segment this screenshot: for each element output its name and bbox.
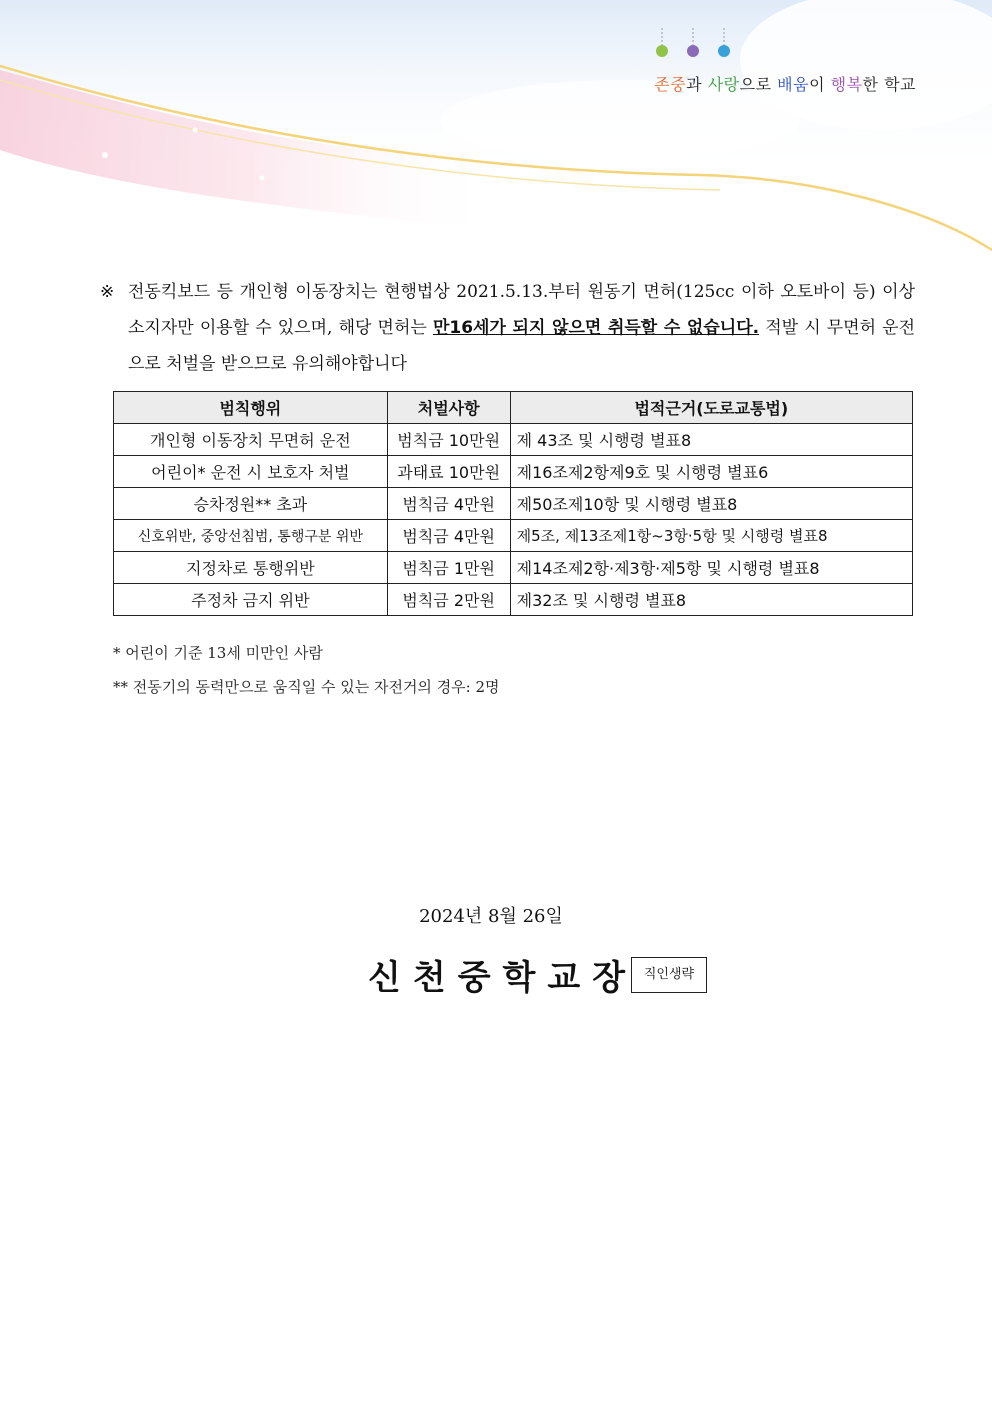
table-row [114,424,913,456]
table-header-row [114,392,913,424]
legal-basis-cell: 제 43조 및 시행령 별표8 [510,424,912,456]
legal-basis-cell: 제14조제2항·제3항·제5항 및 시행령 별표8 [510,552,912,584]
penalty-cell: 과태료 10만원 [387,456,510,488]
violation-cell: 어린이* 운전 시 보호자 처벌 [114,456,388,488]
legal-basis-cell: 제16조제2항제9호 및 시행령 별표6 [510,456,912,488]
table-row [114,456,913,488]
violation-cell: 지정차로 통행위반 [114,552,388,584]
penalty-cell: 범칙금 2만원 [387,584,510,616]
violation-cell: 개인형 이동장치 무면허 운전 [114,424,388,456]
motto-word: 행복 [830,75,863,94]
header-decoration [0,0,992,260]
footnote: ** 전동기의 동력만으로 움직일 수 있는 자전거의 경우: 2명 [113,678,500,696]
violation-cell: 신호위반, 중앙선침범, 통행구분 위반 [114,520,388,552]
penalty-cell: 범칙금 1만원 [387,552,510,584]
penalty-cell: 범칙금 4만원 [387,488,510,520]
motto-word: 과 [686,75,708,94]
column-header: 처벌사항 [387,392,510,424]
table-row [114,584,913,616]
motto-word: 사랑 [707,75,740,94]
violation-cell: 주정차 금지 위반 [114,584,388,616]
motto-word: 존중 [654,75,687,94]
legal-basis-cell: 제32조 및 시행령 별표8 [510,584,912,616]
column-header: 법적근거(도로교통법) [510,392,912,424]
legal-basis-cell: 제5조, 제13조제1항~3항·5항 및 시행령 별표8 [510,520,912,552]
footnote: * 어린이 기준 13세 미만인 사람 [113,644,323,662]
reference-mark: ※ [100,282,115,302]
notice-emphasis: 만16세가 되지 않으면 취득할 수 없습니다. [432,318,760,338]
school-motto [654,72,916,95]
table-row [114,552,913,584]
motto-word: 으로 [739,75,778,94]
table-row [114,520,913,552]
column-header: 범칙행위 [114,392,388,424]
seal-omitted-box: 직인생략 [631,957,707,993]
notice-paragraph [100,274,915,382]
penalty-table [113,391,913,616]
notice-text: 전동킥보드 등 개인형 이동장치는 현행법상 2021.5.13.부터 원동기 면허(125cc 이하 오토바이 등) 이상 소지자만 이용할 수 있으며, 해당 면허는 [128,282,915,338]
principal-signature: 신천중학교장 [368,958,638,998]
notice-text-after: 적발 시 무면허 운전으로 처벌을 받으므로 유의해야합니다 [128,318,916,374]
penalty-cell: 범칙금 4만원 [387,520,510,552]
motto-word: 배움 [777,75,810,94]
table-row [114,488,913,520]
violation-cell: 승차정원** 초과 [114,488,388,520]
document-date: 2024년 8월 26일 [419,906,563,927]
penalty-cell: 범칙금 10만원 [387,424,510,456]
motto-word: 한 학교 [862,75,916,94]
motto-word: 이 [809,75,831,94]
legal-basis-cell: 제50조제10항 및 시행령 별표8 [510,488,912,520]
